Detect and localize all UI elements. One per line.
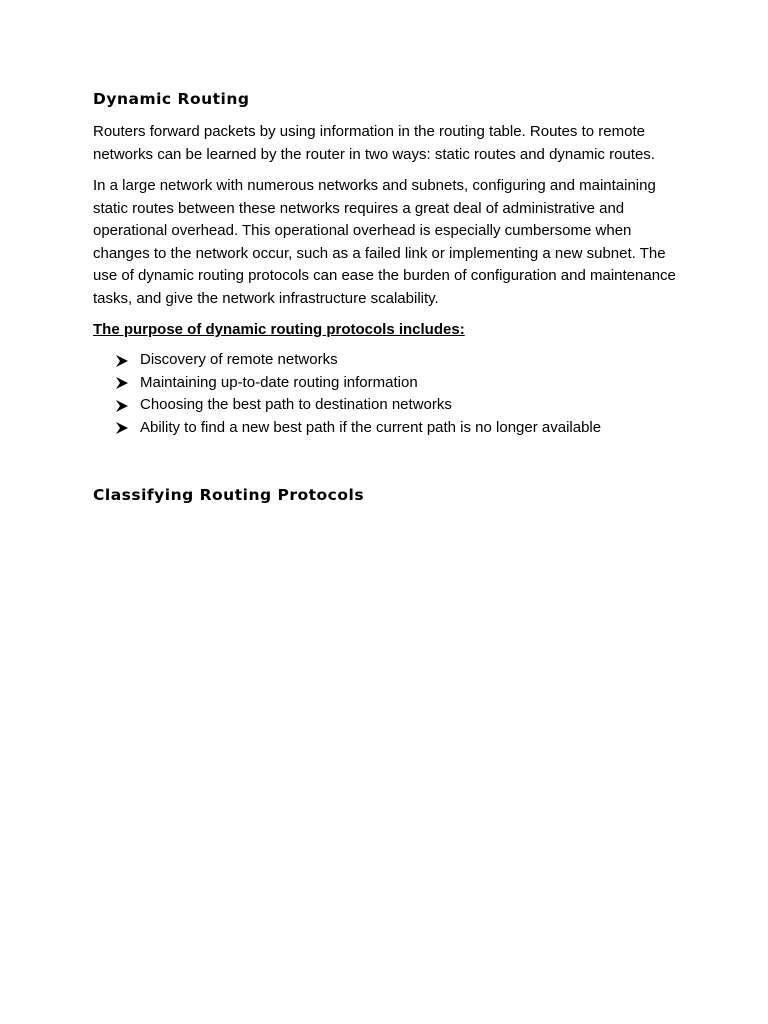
arrowhead-bullet-icon (115, 420, 140, 435)
arrowhead-bullet-icon (115, 398, 140, 413)
list-item-text: Maintaining up-to-date routing information (140, 373, 418, 391)
list-item-text: Choosing the best path to destination networks (140, 396, 452, 413)
list-item-text: Discovery of remote networks (140, 351, 338, 368)
list-item (115, 417, 693, 440)
paragraph-large-network: In a large network with numerous networks and subnets, configuring and maintaining static routes between these networks requires a great deal of administrative and operational overhead. This operational overhead is especially cumbersome when changes to the network occur, such as a failed link or implementing a new subnet. The use of dynamic routing protocols can ease the burden of configuration and maintenance tasks, and give the network infrastructure scalability. (93, 177, 676, 307)
purpose-list (93, 349, 693, 439)
arrowhead-bullet-icon (115, 353, 140, 368)
list-item (115, 349, 693, 372)
list-item-text: Ability to find a new best path if the current path is no longer available (140, 418, 602, 436)
paragraph-routing-table: Routers forward packets by using information in the routing table. Routes to remote networks can be learned by the router in two ways: static routes and dynamic routes. (93, 123, 655, 163)
list-item (115, 394, 693, 417)
arrowhead-bullet-icon (115, 375, 140, 390)
document-content (93, 88, 693, 506)
list-caption: The purpose of dynamic routing protocols includes: (93, 321, 465, 338)
list-item (115, 372, 693, 395)
heading-classifying-routing-protocols: Classifying Routing Protocols (93, 486, 365, 504)
heading-dynamic-routing: Dynamic Routing (93, 90, 250, 108)
